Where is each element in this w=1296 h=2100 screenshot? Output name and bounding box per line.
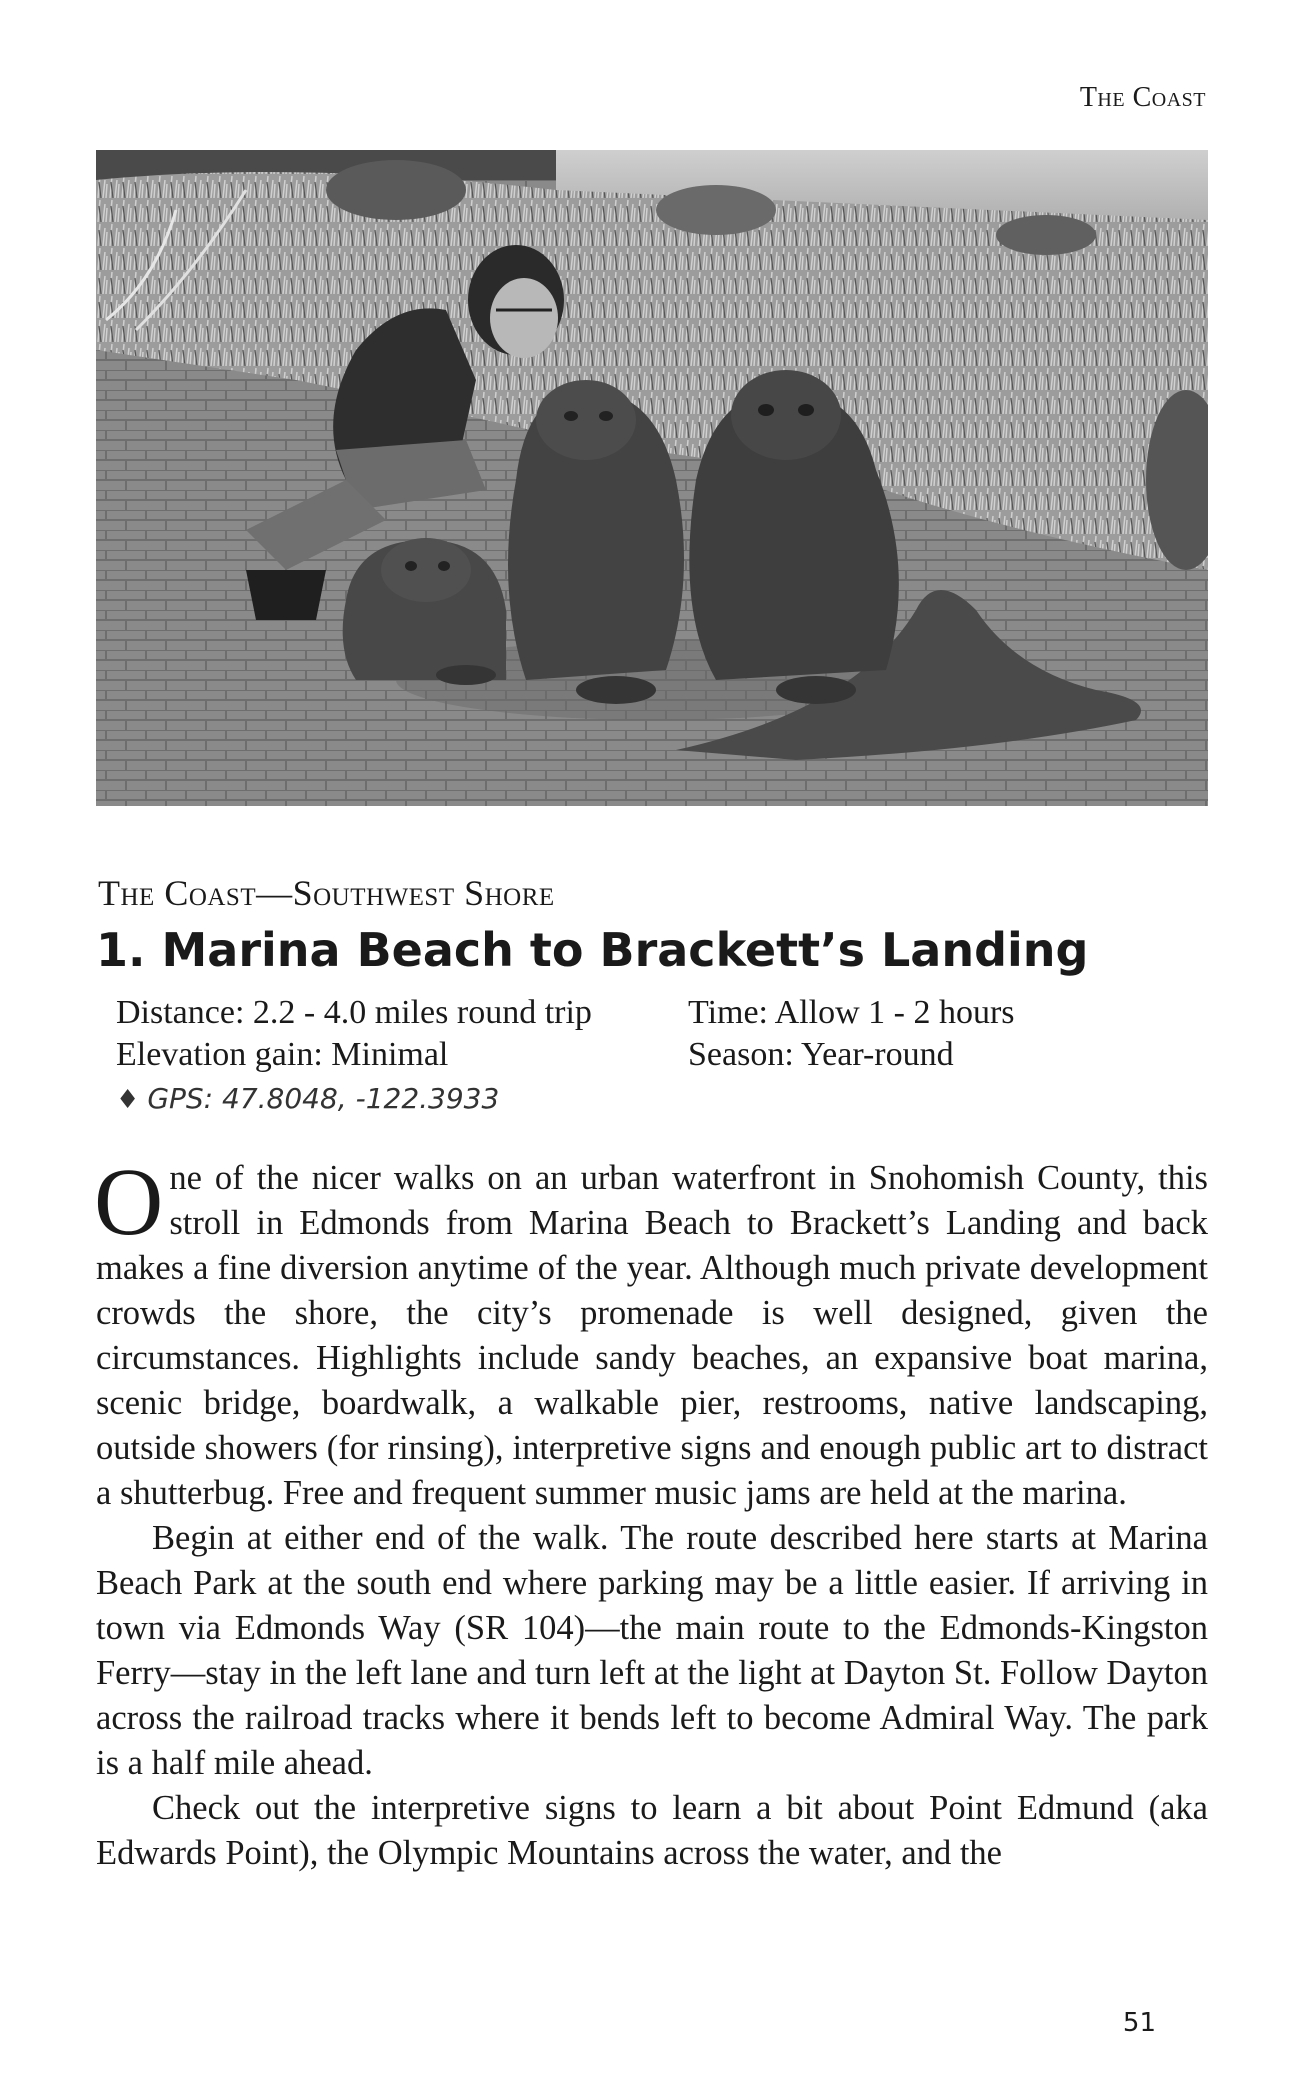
paragraph-3: Check out the interpretive signs to learn a bit about Point Edmund (aka Edwards Point), the Olympic Mountains across the water, and the bbox=[96, 1789, 1208, 1872]
season-stat: Season: Year-round bbox=[688, 1036, 954, 1073]
photo-woman-with-otter-sculptures bbox=[96, 150, 1208, 806]
hike-stats bbox=[116, 992, 1116, 1076]
distance-stat: Distance: 2.2 - 4.0 miles round trip bbox=[116, 994, 592, 1031]
page-number: 51 bbox=[1122, 2008, 1156, 2038]
body-text bbox=[94, 1148, 1208, 1876]
hike-title: 1. Marina Beach to Brackett’s Landing bbox=[96, 923, 1089, 977]
drop-cap: O bbox=[94, 1148, 164, 1255]
section-label: The Coast—Southwest Shore bbox=[98, 873, 555, 913]
paragraph-1 bbox=[94, 1148, 1208, 1516]
photo-illustration bbox=[96, 150, 1208, 806]
elevation-stat: Elevation gain: Minimal bbox=[116, 1036, 449, 1073]
diamond-icon: ♦ bbox=[116, 1085, 140, 1115]
running-head: The Coast bbox=[1079, 82, 1206, 113]
paragraph-1-text: ne of the nicer walks on an urban waterfront in Snohomish County, this stroll in Edmonds from Marina Beach to Brackett’s Landing and back makes a fine diversion anytime of the year. Although much private development crowds the shore, the city’s promenade is well designed, given the circumstances. Highlights include sandy beaches, an expansive boat marina, scenic bridge, boardwalk, a walkable pier, restrooms, native landscaping, outside showers (for rinsing), interpretive signs and enough public art to distract a shutterbug. Free and frequent summer music jams are held at the marina. bbox=[96, 1159, 1208, 1512]
time-stat: Time: Allow 1 - 2 hours bbox=[688, 994, 1015, 1031]
gps-text: GPS: 47.8048, -122.3933 bbox=[147, 1082, 500, 1115]
paragraph-2: Begin at either end of the walk. The route described here starts at Marina Beach Park at the south end where parking may be a little easier. If arriving in town via Edmonds Way (SR 104)—the main route to the Edmonds-Kingston Ferry—stay in the left lane and turn left at the light at Dayton St. Follow Dayton across the railroad tracks where it bends left to become Admiral Way. The park is a half mile ahead. bbox=[96, 1519, 1208, 1782]
gps-coordinates bbox=[116, 1082, 499, 1115]
